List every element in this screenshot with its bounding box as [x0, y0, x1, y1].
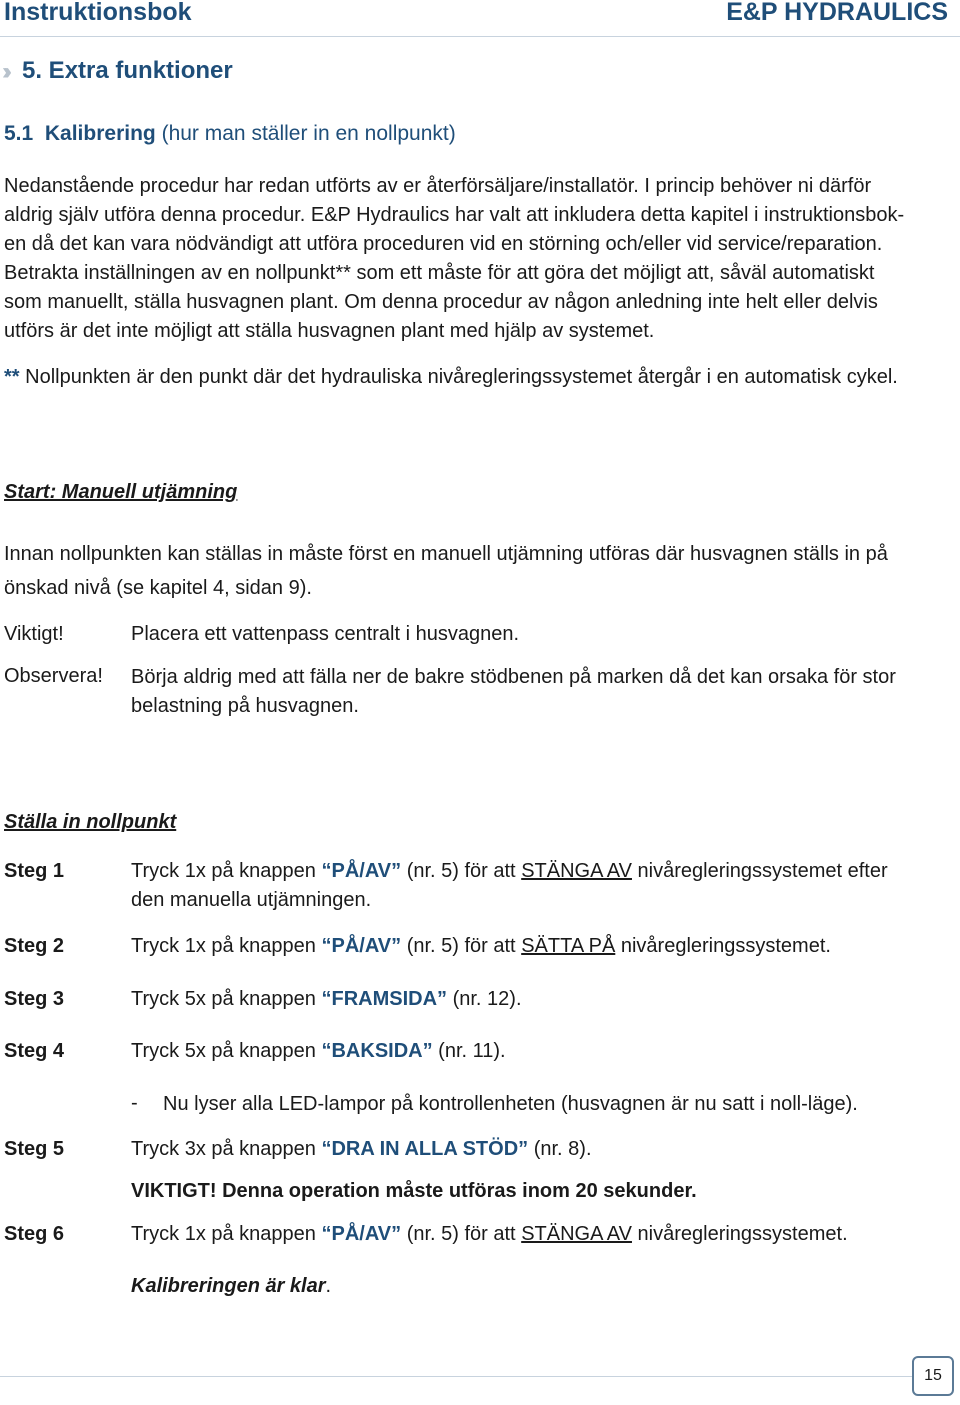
step-label: Steg 5 [4, 1138, 65, 1160]
step-pre: Tryck 5x på knappen [131, 988, 316, 1010]
button-name: “FRAMSIDA” [321, 988, 448, 1010]
observe-text [131, 663, 951, 721]
step-label: Steg 4 [4, 1040, 65, 1062]
zero-heading: Ställa in nollpunkt [4, 811, 177, 833]
step-label: Steg 2 [4, 935, 65, 957]
step-mid: (nr. 5) för att [406, 935, 516, 957]
step-mid: (nr. 5) för att [406, 1223, 516, 1245]
button-name: “PÅ/AV” [321, 860, 402, 882]
completion-label: Kalibreringen är klar [131, 1275, 326, 1297]
page-number: 15 [912, 1356, 954, 1396]
footnote [4, 363, 898, 392]
step-text [131, 1220, 951, 1249]
subsection-subtitle: (hur man ställer in en nollpunkt) [161, 122, 456, 145]
header-divider [0, 36, 960, 37]
step-pre: Tryck 3x på knappen [131, 1138, 316, 1160]
observe-label: Observera! [4, 665, 103, 687]
step-pre: Tryck 1x på knappen [131, 860, 316, 882]
step-pre: Tryck 1x på knappen [131, 935, 316, 957]
section-title: 5. Extra funktioner [22, 57, 233, 84]
step-line2: den manuella utjämningen. [131, 889, 372, 911]
intro-line: Betrakta inställningen av en nollpunkt** som ett måste för att göra det möjligt att, såväl automatiskt [4, 262, 875, 284]
completion-text [131, 1272, 951, 1301]
intro-line: en då det kan vara nödvändigt att utföra proceduren vid en störning och/eller vid service/reparation. [4, 233, 883, 255]
important-text: Placera ett vattenpass centralt i husvagnen. [131, 623, 520, 645]
step-label: Steg 1 [4, 860, 65, 882]
start-line: Innan nollpunkten kan ställas in måste först en manuell utjämning utföras där husvagnen ställs in på [4, 543, 888, 565]
step-action: STÄNGA AV [521, 1223, 632, 1245]
button-name: “DRA IN ALLA STÖD” [321, 1138, 529, 1160]
button-name: “BAKSIDA” [321, 1040, 433, 1062]
step-mid: (nr. 11). [438, 1040, 506, 1062]
intro-line: Nedanstående procedur har redan utförts av er återförsäljare/installatör. I princip behöver ni därför [4, 175, 872, 197]
intro-line: som manuellt, ställa husvagnen plant. Om denna procedur av någon anledning inte helt eller delvis [4, 291, 878, 313]
button-name: “PÅ/AV” [321, 935, 402, 957]
intro-paragraph [4, 172, 954, 346]
document-title: Instruktionsbok [4, 0, 192, 26]
button-name: “PÅ/AV” [321, 1223, 402, 1245]
subsection-name: Kalibrering [44, 122, 156, 145]
step-label: Steg 3 [4, 988, 65, 1010]
observe-line: Börja aldrig med att fälla ner de bakre stödbenen på marken då det kan orsaka för stor [131, 666, 896, 688]
brand-name: E&P HYDRAULICS [726, 0, 948, 26]
subsection-number: 5.1 [4, 122, 34, 145]
step-post: nivåregleringssystemet. [620, 935, 831, 957]
step-pre: Tryck 1x på knappen [131, 1223, 316, 1245]
intro-line: utförs är det inte möjligt att ställa husvagnen plant med hjälp av systemet. [4, 320, 655, 342]
step-text [131, 857, 951, 915]
start-paragraph [4, 537, 954, 605]
step-mid: (nr. 8). [533, 1138, 592, 1160]
footnote-text: Nollpunkten är den punkt där det hydrauliska nivåregleringssystemet återgår i en automatisk cykel. [25, 366, 898, 388]
step-mid: (nr. 5) för att [406, 860, 516, 882]
completion-period: . [325, 1275, 332, 1297]
start-heading: Start: Manuell utjämning [4, 481, 238, 503]
step-pre: Tryck 5x på knappen [131, 1040, 316, 1062]
step-text [131, 932, 951, 961]
step-post: nivåregleringssystemet. [637, 1223, 848, 1245]
step-text [131, 985, 951, 1014]
step-text [131, 1135, 951, 1164]
start-line: önskad nivå (se kapitel 4, sidan 9). [4, 577, 312, 599]
step-action: SÄTTA PÅ [521, 935, 616, 957]
subsection-title [4, 122, 456, 146]
led-note: Nu lyser alla LED-lampor på kontrollenheten (husvagnen är nu satt i noll-läge). [163, 1093, 858, 1115]
step-mid: (nr. 12). [452, 988, 522, 1010]
important-label: Viktigt! [4, 623, 64, 645]
step-label: Steg 6 [4, 1223, 65, 1245]
step-action: STÄNGA AV [521, 860, 632, 882]
step-text [131, 1037, 951, 1066]
step-post: nivåregleringssystemet efter [637, 860, 888, 882]
footer-divider [0, 1376, 912, 1377]
chevron-icon: ›› [2, 58, 6, 85]
observe-line: belastning på husvagnen. [131, 695, 359, 717]
warning-text: VIKTIGT! Denna operation måste utföras inom 20 sekunder. [131, 1180, 697, 1202]
list-dash: - [131, 1092, 138, 1114]
footnote-marker: ** [4, 366, 20, 388]
intro-line: aldrig själv utföra denna procedur. E&P Hydraulics har valt att inkludera detta kapitel i instruktionsbok- [4, 204, 905, 226]
